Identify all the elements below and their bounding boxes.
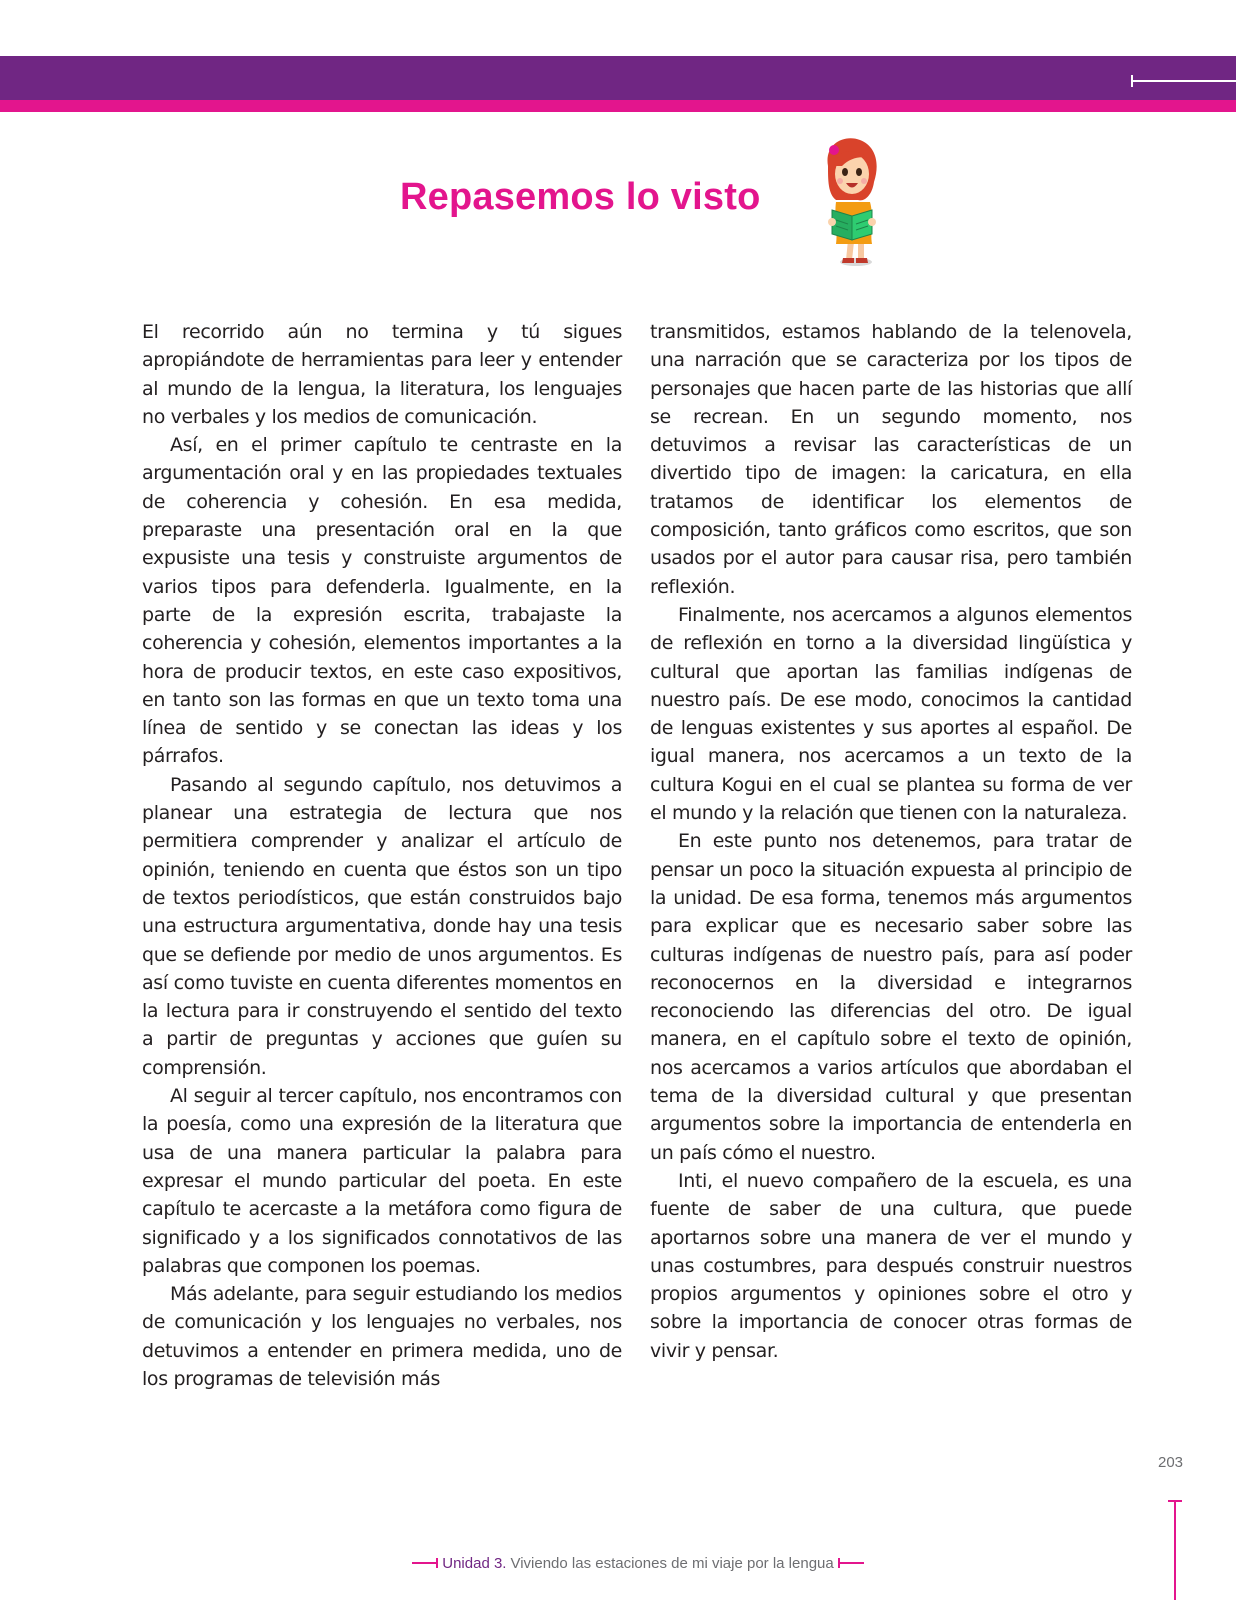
footer-rule-right xyxy=(838,1562,864,1564)
paragraph: transmitidos, estamos hablando de la telenovela, una narración que se caracteriza por los tipos de personajes que hacen parte de las historias que allí se recrean. En un segundo momento, nos detuvimos a revisar las características de un divertido tipo de imagen: la caricatura, en ella tratamos de identificar los elementos de composición, tanto gráficos como escritos, que son usados por el autor para causar risa, pero también reflexión. xyxy=(650,321,1132,598)
paragraph: Finalmente, nos acercamos a algunos elementos de reflexión en torno a la diversidad lingüística y cultural que aportan las familias indígenas de nuestro país. De ese modo, conocimos la cantidad de lenguas existentes y sus aportes al español. De igual manera, nos acercamos a un texto de la cultura Kogui en el cual se plantea su forma de ver el mundo y la relación que tienen con la naturaleza. xyxy=(650,603,1132,825)
header-accent-stripe xyxy=(0,100,1236,112)
paragraph: Así, en el primer capítulo te centraste en la argumentación oral y en las propiedades textuales de coherencia y cohesión. En esa medida, preparaste una presentación oral en la que expusiste una tesis y construiste argumentos de varios tipos para defenderla. Igualmente, en la parte de la expresión escrita, trabajaste la coherencia y cohesión, elementos importantes a la hora de producir textos, en este caso expositivos, en tanto son las formas en que un texto toma una línea de sentido y se conectan las ideas y los párrafos. xyxy=(142,434,622,768)
header-band xyxy=(0,56,1236,100)
footer-unit-title xyxy=(393,1552,883,1574)
girl-reading-book-icon xyxy=(814,136,892,268)
footer-rule-left xyxy=(412,1562,438,1564)
page-number: 203 xyxy=(1158,1454,1184,1471)
paragraph: Inti, el nuevo compañero de la escuela, es una fuente de saber de una cultura, que puede aportarnos sobre una manera de ver el mundo y unas costumbres, para después construir nuestros propios argumentos y opiniones sobre el otro y sobre la importancia de conocer otras formas de vivir y pensar. xyxy=(650,1169,1132,1362)
text-column-right xyxy=(650,318,1132,1365)
footer-unit-label: Unidad 3. xyxy=(442,1554,507,1572)
paragraph: El recorrido aún no termina y tú sigues apropiándote de herramientas para leer y entender al mundo de la lengua, la literatura, los lenguajes no verbales y los medios de comunicación. xyxy=(142,321,622,428)
page-marker-line xyxy=(1174,1500,1176,1600)
paragraph: En este punto nos detenemos, para tratar de pensar un poco la situación expuesta al principio de la unidad. De esa forma, tenemos más argumentos para explicar que es necesario saber sobre las culturas indígenas de nuestro país, para así poder reconocernos en la diversidad e integrarnos reconociendo las diferencias del otro. De igual manera, en el capítulo sobre el texto de opinión, nos acercamos a varios artículos que abordaban el tema de la diversidad cultural y que presentan argumentos sobre la importancia de entenderla en un país cómo el nuestro. xyxy=(650,830,1132,1164)
page-title: Repasemos lo visto xyxy=(400,176,761,218)
paragraph: Al seguir al tercer capítulo, nos encontramos con la poesía, como una expresión de la literatura que usa de una manera particular la palabra para expresar el mundo particular del poeta. En este capítulo te acercaste a la metáfora como figura de significado y a los significados connotativos de las palabras que componen los poemas. xyxy=(142,1085,622,1277)
header-marker-line xyxy=(1132,80,1236,82)
paragraph: Más adelante, para seguir estudiando los medios de comunicación y los lenguajes no verbales, nos detuvimos a entender en primera medida, uno de los programas de televisión más xyxy=(142,1283,622,1390)
text-column-left xyxy=(142,318,622,1393)
paragraph: Pasando al segundo capítulo, nos detuvimos a planear una estrategia de lectura que nos permitiera comprender y analizar el artículo de opinión, teniendo en cuenta que éstos son un tipo de textos periodísticos, que están construidos bajo una estructura argumentativa, donde hay una tesis que se defiende por medio de unos argumentos. Es así como tuviste en cuenta diferentes momentos en la lectura para ir construyendo el sentido del texto a partir de preguntas y acciones que guíen su comprensión. xyxy=(142,773,622,1079)
footer-unit-name: Viviendo las estaciones de mi viaje por la lengua xyxy=(510,1554,834,1572)
